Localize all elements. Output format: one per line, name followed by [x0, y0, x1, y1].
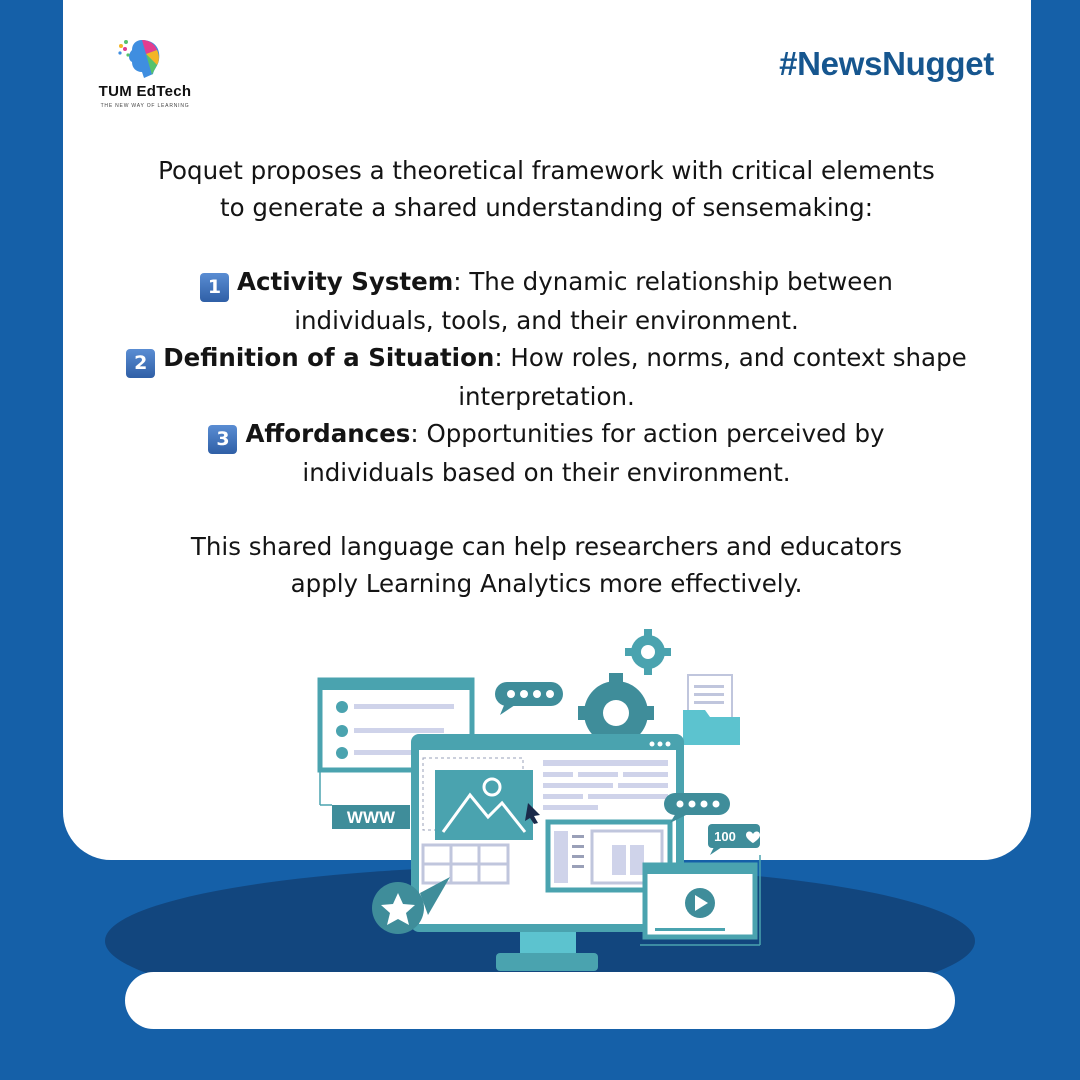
- likes-badge: [708, 824, 760, 855]
- closing-line-2: apply Learning Analytics more effectively.: [290, 569, 803, 598]
- main-monitor: [415, 738, 680, 928]
- footer-bar: [125, 972, 955, 1029]
- image-icon: [435, 770, 533, 840]
- monitor-base: [496, 953, 598, 971]
- chat-bubble-icon: [495, 682, 563, 715]
- small-gear-icon: [625, 629, 671, 675]
- brand-tagline: THE NEW WAY OF LEARNING: [100, 103, 190, 109]
- chat-bubble-right-icon: [664, 793, 730, 823]
- web-analytics-illustration: [310, 625, 770, 975]
- element-2-term: Definition of a Situation: [163, 343, 495, 372]
- number-2-icon: 2: [126, 349, 155, 378]
- element-3-desc: : Opportunities for action perceived by: [410, 419, 885, 448]
- element-2-cont: interpretation.: [458, 382, 635, 411]
- number-3-icon: 3: [208, 425, 237, 454]
- element-1-term: Activity System: [237, 267, 454, 296]
- hashtag-title: #NewsNugget: [779, 45, 994, 82]
- folder-icon: [683, 675, 740, 745]
- element-1: [80, 263, 1013, 302]
- element-1-cont: individuals, tools, and their environment.: [294, 306, 799, 335]
- element-3: [80, 415, 1013, 454]
- element-3-term: Affordances: [245, 419, 411, 448]
- closing-line-1: This shared language can help researchers and educators: [190, 532, 903, 561]
- intro-line-2: to generate a shared understanding of sensemaking:: [220, 193, 873, 222]
- www-tag: [332, 805, 410, 829]
- brand-logo: [90, 36, 230, 112]
- brand-name: TUM EdTech: [98, 83, 192, 100]
- element-1-desc: : The dynamic relationship between: [453, 267, 893, 296]
- element-2: [80, 339, 1013, 378]
- intro-line-1: Poquet proposes a theoretical framework with critical elements: [158, 156, 935, 185]
- likes-label: 100: [714, 829, 736, 844]
- number-1-icon: 1: [200, 273, 229, 302]
- brain-head-icon: [116, 36, 164, 84]
- www-label: WWW: [346, 808, 396, 827]
- element-2-desc: : How roles, norms, and context shape: [494, 343, 967, 372]
- article-body: [80, 152, 1013, 602]
- video-player: [645, 865, 755, 937]
- element-3-cont: individuals based on their environment.: [302, 458, 791, 487]
